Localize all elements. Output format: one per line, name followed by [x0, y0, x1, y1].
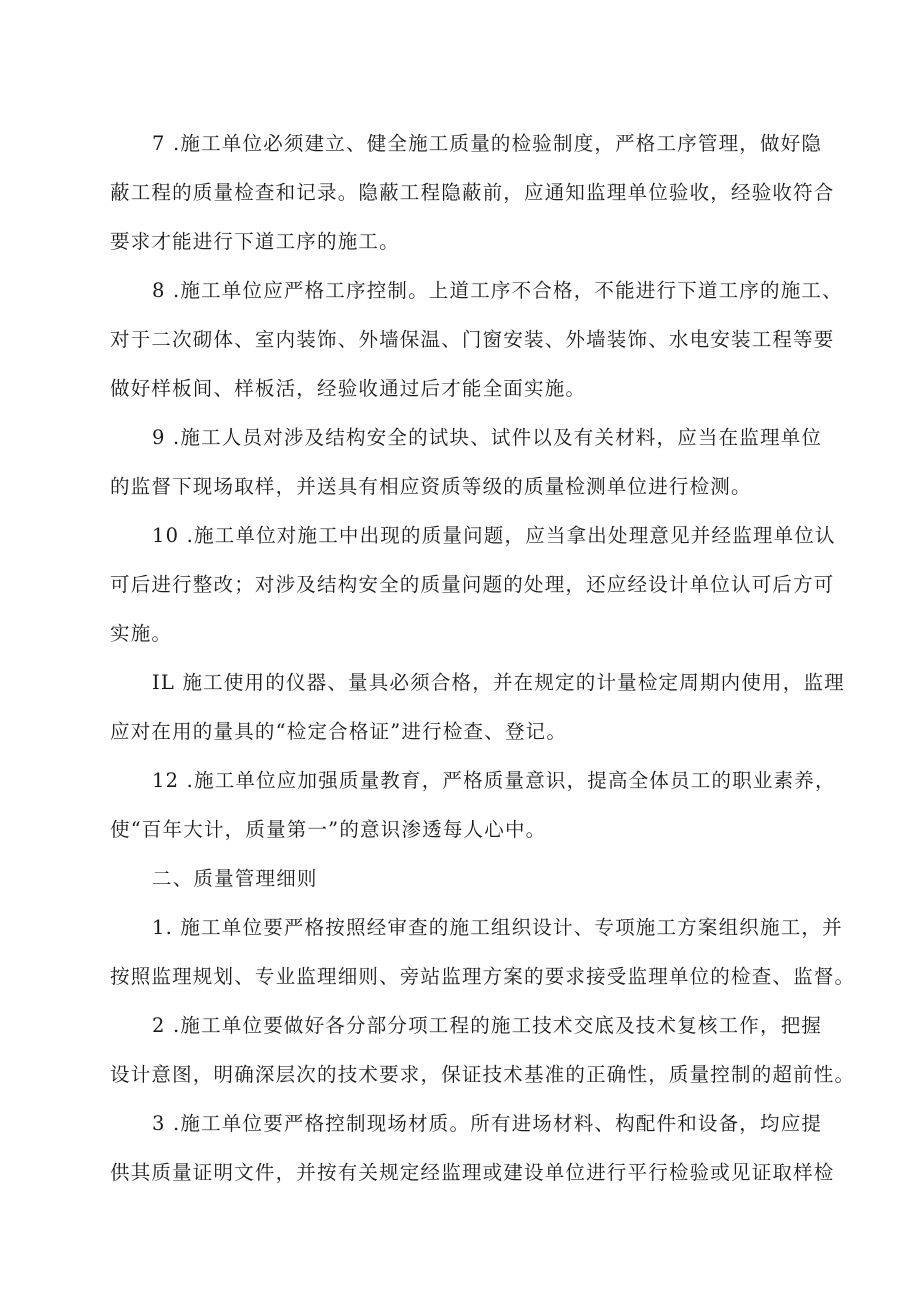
- item-9-line-2: 的监督下现场取样，并送具有相应资质等级的质量检测单位进行检测。: [110, 475, 752, 498]
- item-8-line-3: 做好样板间、样板活，经验收通过后才能全面实施。: [110, 377, 587, 400]
- item-11-line-2: 应对在用的量具的“检定合格证”进行检查、登记。: [110, 720, 568, 743]
- item-10-line-1: 10 .施工单位对施工中出现的质量问题，应当拿出处理意见并经监理单位认: [152, 524, 836, 547]
- item-8-line-2: 对于二次砌体、室内装饰、外墙保温、门窗安装、外墙装饰、水电安装工程等要: [110, 328, 835, 351]
- item-12-line-1: 12 .施工单位应加强质量教育，严格质量意识，提高全体员工的职业素养，: [152, 769, 836, 792]
- rule-1-line-2: 按照监理规划、专业监理细则、旁站监理方案的要求接受监理单位的检查、监督。: [110, 965, 856, 988]
- rule-3-line-1: 3 .施工单位要严格控制现场材质。所有进场材料、构配件和设备，均应提: [152, 1112, 823, 1135]
- item-10-line-3: 实施。: [110, 622, 173, 645]
- item-11-line-1: IL 施工使用的仪器、量具必须合格，并在规定的计量检定周期内使用，监理: [152, 671, 845, 694]
- item-8-line-1: 8 .施工单位应严格工序控制。上道工序不合格，不能进行下道工序的施工、: [152, 279, 843, 302]
- item-12-line-2: 使“百年大计，质量第一”的意识渗透每人心中。: [110, 818, 547, 841]
- rule-3-line-2: 供其质量证明文件，并按有关规定经监理或建设单位进行平行检验或见证取样检: [110, 1161, 835, 1184]
- section-heading: 二、质量管理细则: [152, 867, 318, 890]
- rule-2-line-2: 设计意图，明确深层次的技术要求，保证技术基准的正确性，质量控制的超前性。: [110, 1063, 856, 1086]
- item-10-line-2: 可后进行整改；对涉及结构安全的质量问题的处理，还应经设计单位认可后方可: [110, 573, 835, 596]
- item-9-line-1: 9 .施工人员对涉及结构安全的试块、试件以及有关材料，应当在监理单位: [152, 426, 823, 449]
- item-7-line-2: 蔽工程的质量检查和记录。隐蔽工程隐蔽前，应通知监理单位验收，经验收符合: [110, 181, 835, 204]
- item-7-line-3: 要求才能进行下道工序的施工。: [110, 230, 400, 253]
- rule-1-line-1: 1. 施工单位要严格按照经审查的施工组织设计、专项施工方案组织施工，并: [152, 916, 843, 939]
- item-7-line-1: 7 .施工单位必须建立、健全施工质量的检验制度，严格工序管理，做好隐: [152, 132, 823, 155]
- rule-2-line-1: 2 .施工单位要做好各分部分项工程的施工技术交底及技术复核工作，把握: [152, 1014, 823, 1037]
